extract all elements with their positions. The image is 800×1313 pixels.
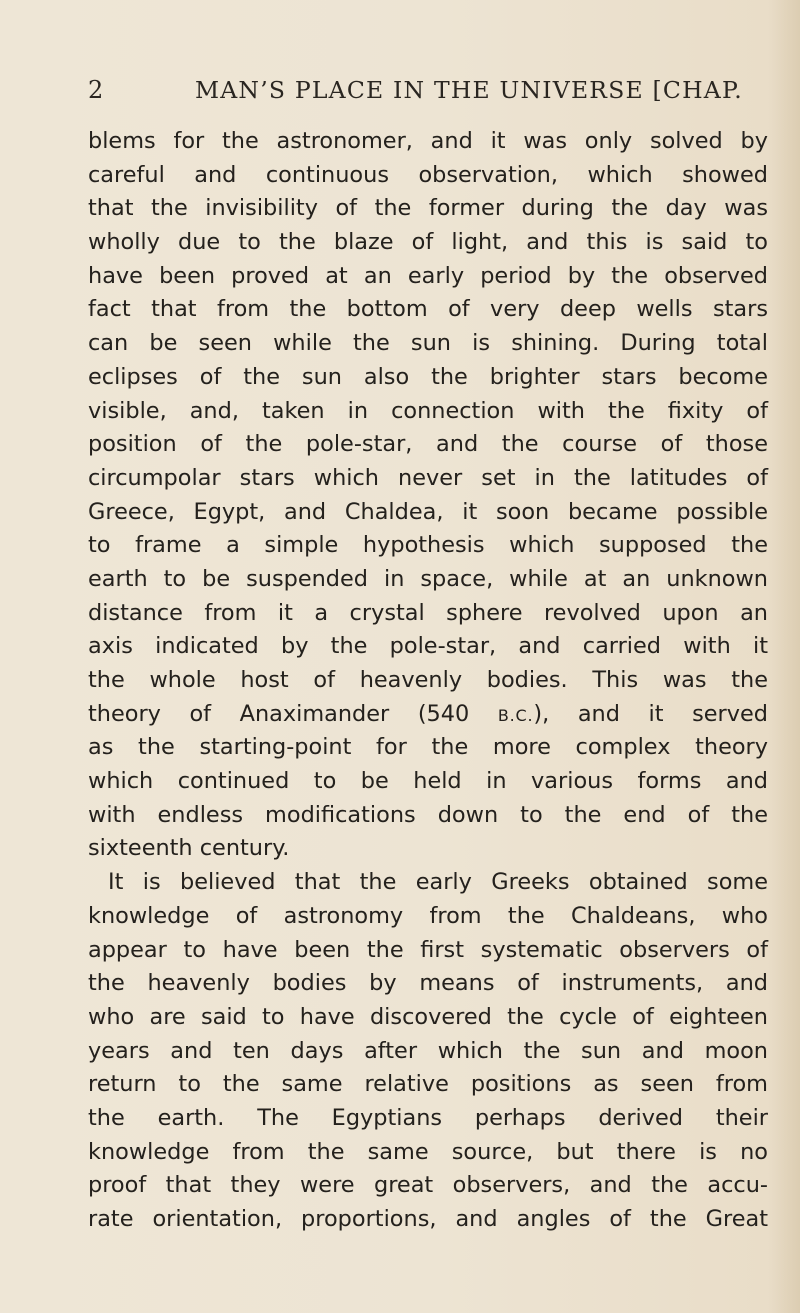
text-line: who are said to have discovered the cycle of eighteen [88,1003,768,1030]
text-line: with endless modifications down to the end of the [88,801,768,828]
text-line: which continued to be held in various forms and [88,768,768,795]
text-line: that the invisibility of the former during the day was [88,195,768,222]
text-line: circumpolar stars which never set in the latitudes of [88,464,768,491]
text-line: fact that from the bottom of very deep wells stars [88,296,768,323]
running-title: MAN’S PLACE IN THE UNIVERSE [CHAP. [195,76,743,104]
text-line: blems for the astronomer, and it was only solved by [88,128,768,154]
text-line: knowledge from the same source, but there is no [88,1138,768,1165]
text-line: return to the same relative positions as seen from [88,1071,768,1098]
running-header [88,76,768,116]
text-line: as the starting-point for the more complex theory [88,734,768,761]
text-line: to frame a simple hypothesis which supposed the [88,532,768,559]
paragraph-end-line: sixteenth century. [88,835,290,862]
text-line: appear to have been the first systematic observers of [88,936,768,963]
text-line: Greece, Egypt, and Chaldea, it soon became possible [88,498,768,525]
era-abbreviation: B.C. [497,705,534,725]
page-number: 2 [88,76,104,104]
text-line: theory of Anaximander (540 B.C.), and it served [88,700,768,727]
text-line: the whole host of heavenly bodies. This was the [88,667,768,693]
text-line: years and ten days after which the sun and moon [88,1037,768,1064]
text-line: rate orientation, proportions, and angles of the Great [88,1206,768,1232]
text-line: can be seen while the sun is shining. During total [88,330,768,357]
text-line: knowledge of astronomy from the Chaldeans, who [88,902,768,929]
paragraph-start-line: It is believed that the early Greeks obtained some [108,869,768,896]
text-line: the earth. The Egyptians perhaps derived their [88,1104,768,1131]
body-text [88,125,768,1237]
text-line: have been proved at an early period by the observed [88,262,768,289]
text-line: proof that they were great observers, and the accu- [88,1172,768,1199]
text-line: earth to be suspended in space, while at an unknown [88,565,768,592]
text-line: axis indicated by the pole-star, and carried with it [88,633,768,660]
text-line: eclipses of the sun also the brighter stars become [88,363,768,390]
text-line: wholly due to the blaze of light, and this is said to [88,229,768,256]
text-line: the heavenly bodies by means of instruments, and [88,970,768,997]
text-line: position of the pole-star, and the course of those [88,431,768,458]
text-line: careful and continuous observation, which showed [88,161,768,188]
text-line: visible, and, taken in connection with the fixity of [88,397,768,424]
text-line: distance from it a crystal sphere revolved upon an [88,599,768,626]
